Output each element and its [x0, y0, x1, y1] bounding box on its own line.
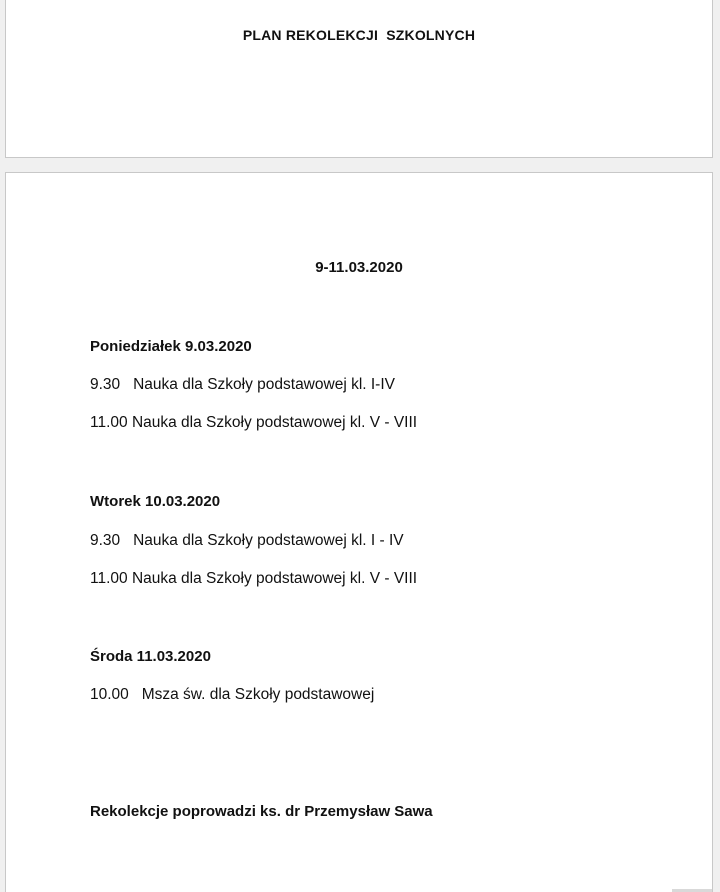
document-page-top — [5, 0, 713, 158]
day-heading-monday: Poniedziałek 9.03.2020 — [90, 338, 252, 355]
schedule-item: 10.00 Msza św. dla Szkoły podstawowej — [90, 686, 375, 703]
document-page-main — [5, 172, 713, 892]
schedule-item: 9.30 Nauka dla Szkoły podstawowej kl. I-IV — [90, 376, 395, 393]
retreat-leader-note: Rekolekcje poprowadzi ks. dr Przemysław Sawa — [90, 803, 433, 820]
schedule-item: 11.00 Nauka dla Szkoły podstawowej kl. V - VIII — [90, 570, 418, 587]
date-range: 9-11.03.2020 — [315, 259, 403, 276]
day-heading-wednesday: Środa 11.03.2020 — [90, 648, 211, 665]
document-title: PLAN REKOLEKCJI SZKOLNYCH — [242, 27, 476, 43]
day-heading-tuesday: Wtorek 10.03.2020 — [90, 493, 221, 510]
schedule-item: 9.30 Nauka dla Szkoły podstawowej kl. I - IV — [90, 532, 404, 549]
schedule-item: 11.00 Nauka dla Szkoły podstawowej kl. V - VIII — [90, 414, 418, 431]
